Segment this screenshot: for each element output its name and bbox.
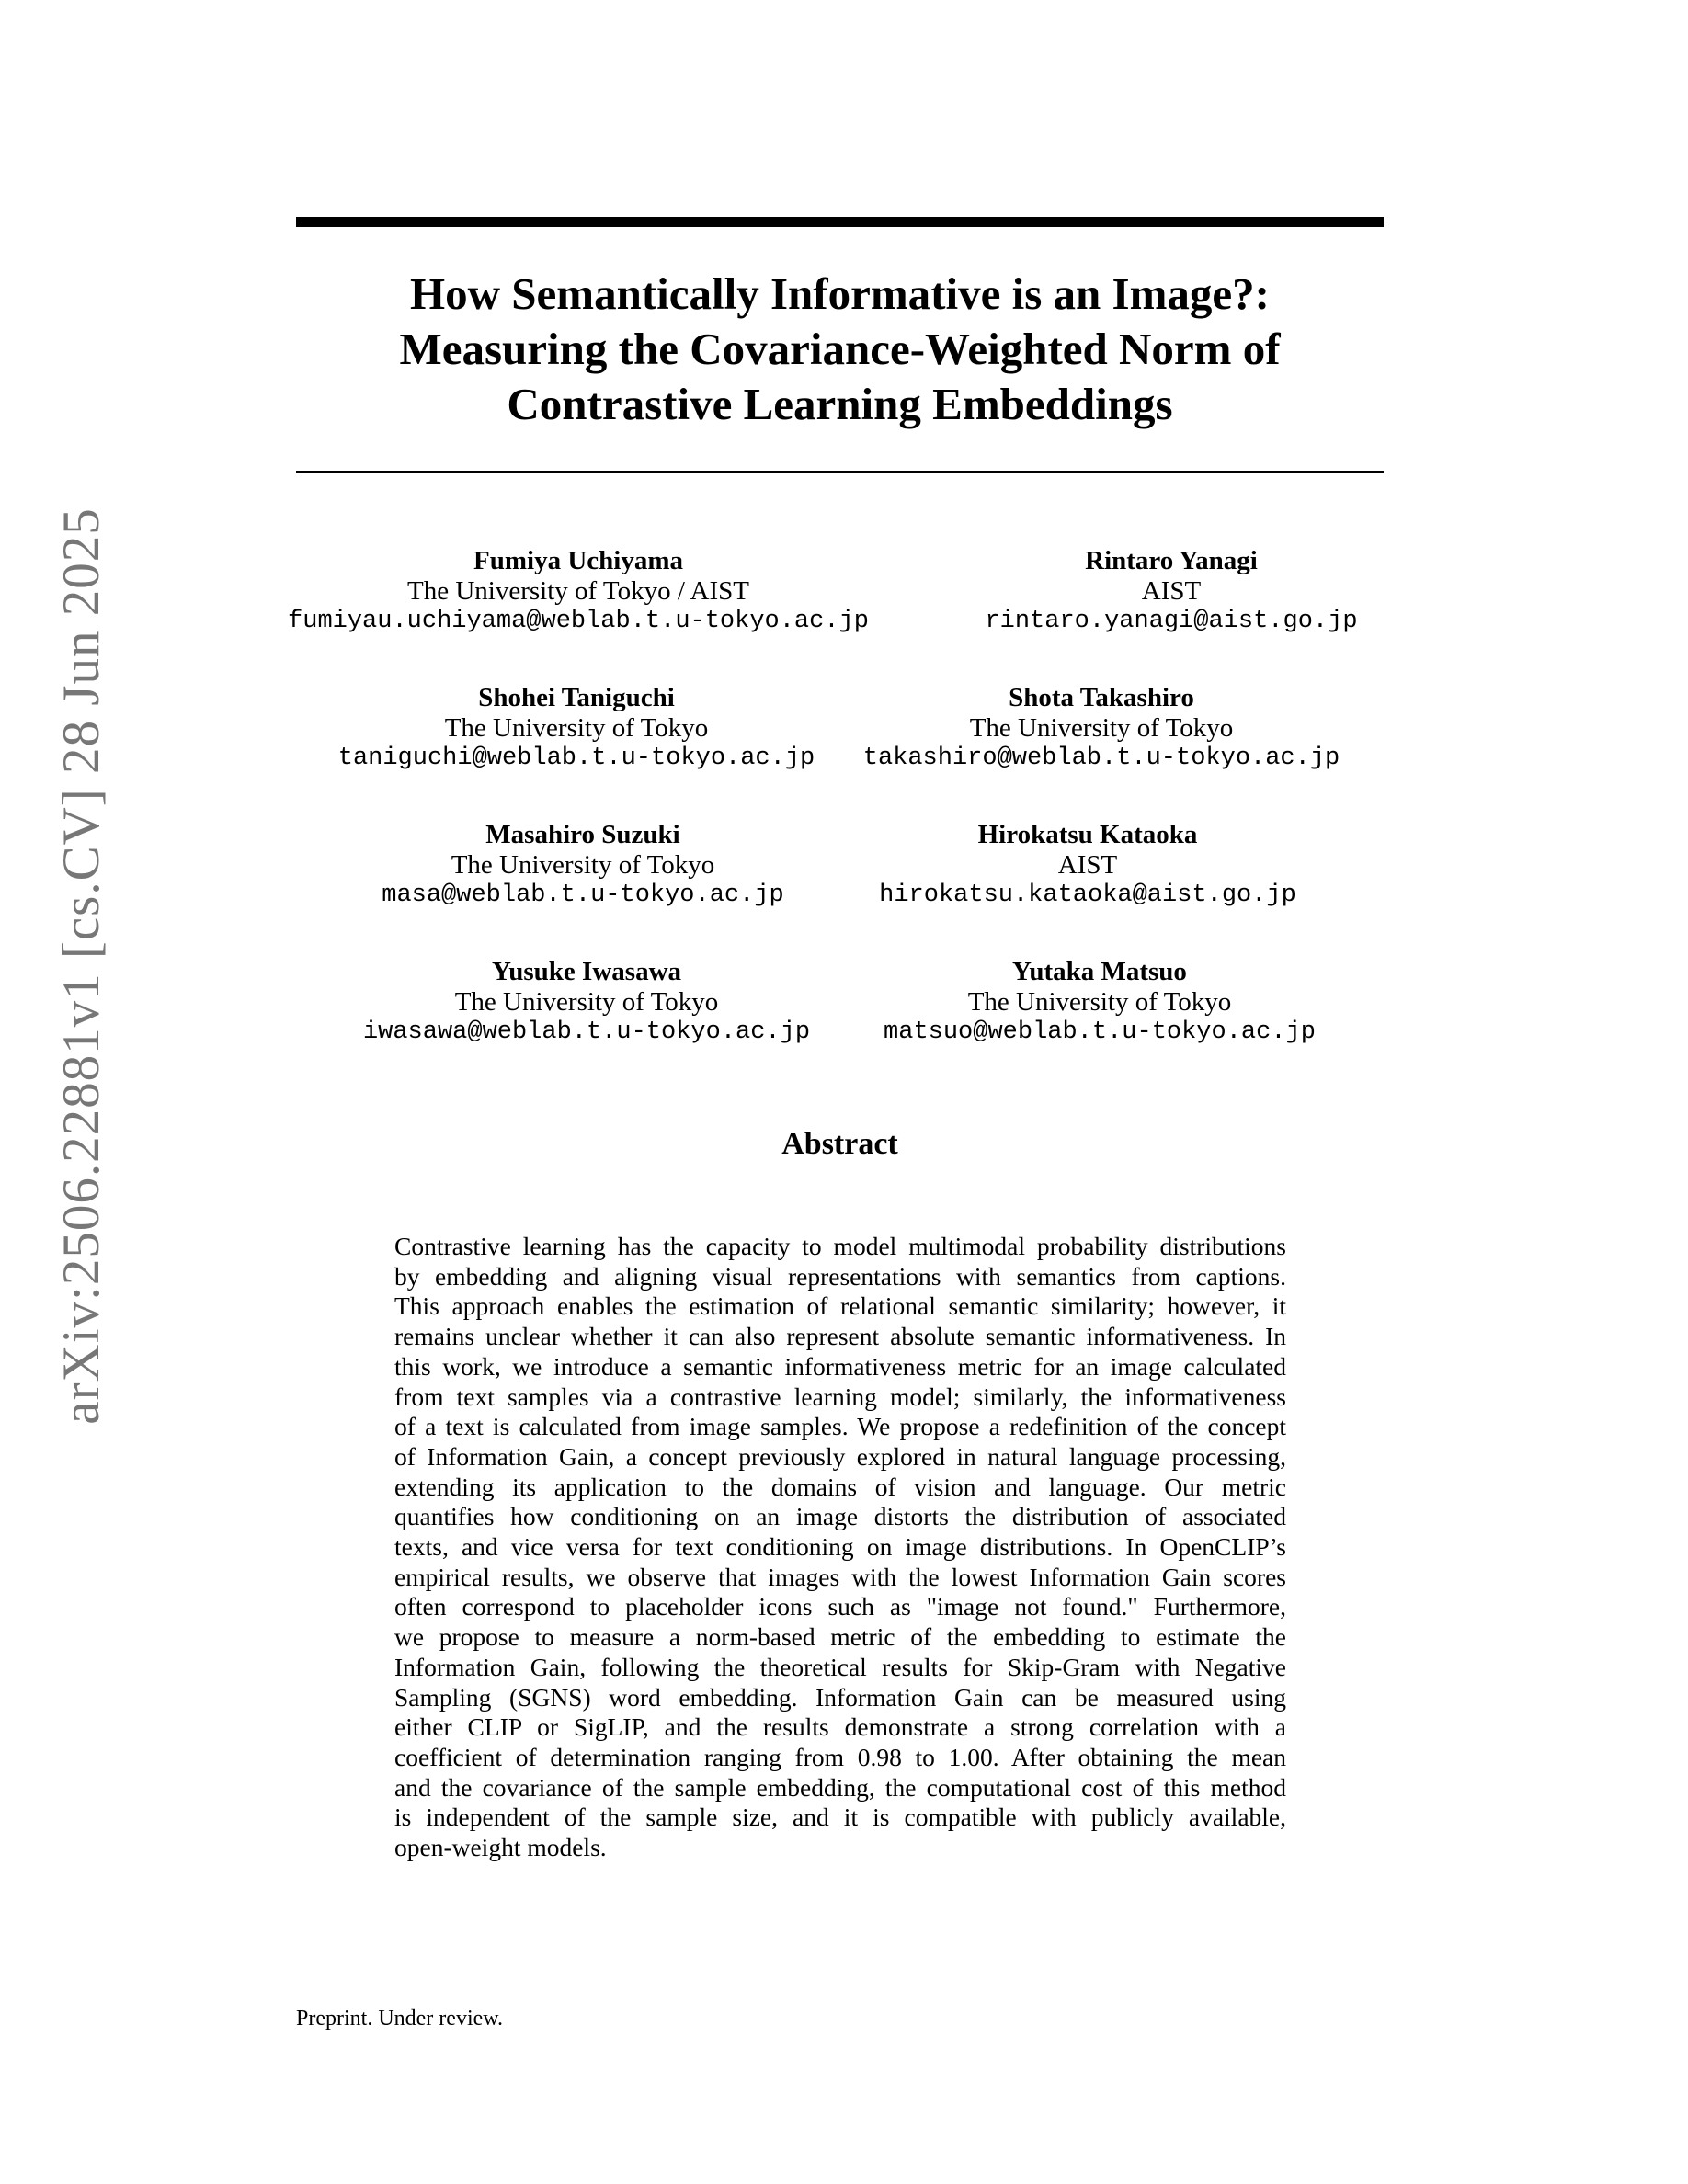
abstract-line: of Information Gain, a concept previously explored in natural language processing, xyxy=(394,1441,1286,1471)
author-block xyxy=(778,957,1421,1048)
author-affiliation: The University of Tokyo xyxy=(969,713,1234,743)
abstract-line: often correspond to placeholder icons such as "image not found." Furthermore, xyxy=(394,1592,1286,1621)
abstract-line: This approach enables the estimation of relational semantic similarity; however, it xyxy=(394,1291,1286,1321)
abstract-line: texts, and vice versa for text conditioning on image distributions. In OpenCLIP’s xyxy=(394,1532,1286,1562)
author-block xyxy=(850,546,1493,637)
arxiv-identifier-stamp: arXiv:2506.22881v1 [cs.CV] 28 Jun 2025 xyxy=(52,507,110,1425)
abstract-line: and the covariance of the sample embedding, the computational cost of this method xyxy=(394,1772,1286,1802)
abstract-line: open-weight models. xyxy=(394,1833,607,1862)
abstract-line: empirical results, we observe that images with the lowest Information Gain scores xyxy=(394,1562,1286,1591)
abstract-line: we propose to measure a norm-based metric of the embedding to estimate the xyxy=(394,1622,1286,1652)
title-line: How Semantically Informative is an Image?: xyxy=(410,268,1270,319)
abstract-line: Sampling (SGNS) word embedding. Information Gain can be measured using xyxy=(394,1682,1286,1712)
author-email[interactable]: taniguchi@weblab.t.u-tokyo.ac.jp xyxy=(337,745,815,772)
title-line: Contrastive Learning Embeddings xyxy=(507,379,1173,429)
author-affiliation: The University of Tokyo xyxy=(454,987,719,1017)
abstract-heading: Abstract xyxy=(781,1127,898,1161)
author-name: Shohei Taniguchi xyxy=(478,683,675,712)
abstract-line: remains unclear whether it can also represent absolute semantic informativeness. In xyxy=(394,1322,1286,1351)
abstract-line: quantifies how conditioning on an image distorts the distribution of associated xyxy=(394,1502,1286,1531)
abstract-body xyxy=(394,1232,1286,1863)
author-name: Shota Takashiro xyxy=(1009,683,1194,712)
author-name: Fumiya Uchiyama xyxy=(473,546,683,575)
author-email[interactable]: rintaro.yanagi@aist.go.jp xyxy=(985,608,1358,635)
abstract-line: Information Gain, following the theoretical results for Skip-Gram with Negative xyxy=(394,1652,1286,1681)
author-email[interactable]: takashiro@weblab.t.u-tokyo.ac.jp xyxy=(862,745,1340,772)
abstract-line: of a text is calculated from image samples. We propose a redefinition of the concept xyxy=(394,1412,1286,1441)
author-block xyxy=(780,683,1423,774)
author-email[interactable]: fumiyau.uchiyama@weblab.t.u-tokyo.ac.jp xyxy=(288,608,869,635)
author-name: Yutaka Matsuo xyxy=(1012,957,1187,986)
author-block xyxy=(766,820,1409,911)
author-name: Yusuke Iwasawa xyxy=(491,957,682,986)
title-line: Measuring the Covariance-Weighted Norm of xyxy=(399,324,1281,374)
author-email[interactable]: masa@weblab.t.u-tokyo.ac.jp xyxy=(382,882,784,909)
abstract-line: extending its application to the domains of vision and language. Our metric xyxy=(394,1472,1286,1501)
author-name: Masahiro Suzuki xyxy=(485,820,680,849)
abstract-line: Contrastive learning has the capacity to model multimodal probability distributions xyxy=(394,1232,1286,1260)
author-affiliation: AIST xyxy=(1057,850,1118,880)
author-affiliation: The University of Tokyo xyxy=(451,850,715,880)
author-name: Rintaro Yanagi xyxy=(1085,546,1258,575)
title-bottom-rule xyxy=(296,471,1384,473)
author-affiliation: AIST xyxy=(1141,576,1202,606)
preprint-footnote: Preprint. Under review. xyxy=(296,2007,504,2030)
abstract-line: by embedding and aligning visual representations with semantics from captions. xyxy=(394,1261,1286,1291)
author-affiliation: The University of Tokyo xyxy=(444,713,709,743)
author-affiliation: The University of Tokyo / AIST xyxy=(407,576,749,606)
author-block xyxy=(257,546,900,637)
abstract-line: is independent of the sample size, and it is compatible with publicly available, xyxy=(394,1803,1286,1832)
abstract-line: coefficient of determination ranging from 0.98 to 1.00. After obtaining the mean xyxy=(394,1742,1286,1771)
author-affiliation: The University of Tokyo xyxy=(967,987,1232,1017)
author-email[interactable]: iwasawa@weblab.t.u-tokyo.ac.jp xyxy=(362,1018,811,1046)
author-name: Hirokatsu Kataoka xyxy=(977,820,1198,849)
author-email[interactable]: matsuo@weblab.t.u-tokyo.ac.jp xyxy=(884,1018,1316,1046)
abstract-line: this work, we introduce a semantic informativeness metric for an image calculated xyxy=(394,1351,1286,1381)
author-email[interactable]: hirokatsu.kataoka@aist.go.jp xyxy=(879,882,1296,909)
paper-title xyxy=(296,267,1384,432)
abstract-line: from text samples via a contrastive learning model; similarly, the informativeness xyxy=(394,1382,1286,1411)
abstract-line: either CLIP or SigLIP, and the results demonstrate a strong correlation with a xyxy=(394,1712,1286,1742)
title-top-rule xyxy=(296,217,1384,227)
